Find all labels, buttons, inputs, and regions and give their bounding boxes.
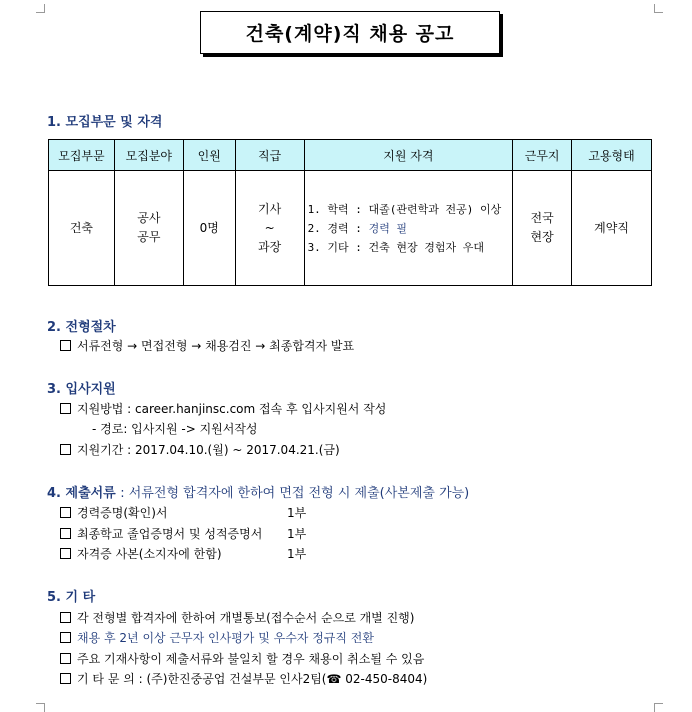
cell-employment: 계약직 bbox=[572, 171, 652, 286]
list-item-text: 기 타 문 의 : (주)한진중공업 건설부문 인사2팀(☎ 02-450-8404) bbox=[77, 672, 428, 686]
document-name: 최종학교 졸업증명서 및 성적증명서 bbox=[77, 527, 263, 541]
documents-subheading: : 서류전형 합격자에 한하여 면접 전형 시 제출(사본제출 가능) bbox=[120, 486, 470, 501]
page-title: 건축(계약)직 채용 공고 bbox=[200, 11, 500, 54]
checkbox-bullet-icon bbox=[60, 548, 71, 559]
table-header-cell: 지원 자격 bbox=[304, 140, 513, 171]
document-name: 경력증명(확인)서 bbox=[77, 506, 168, 520]
list-item-text: 서류전형 → 면접전형 → 채용검진 → 최종합격자 발표 bbox=[77, 339, 355, 353]
checkbox-bullet-icon bbox=[60, 403, 71, 414]
list-item bbox=[60, 670, 427, 687]
list-item-text: 주요 기재사항이 제출서류와 불일치 할 경우 채용이 취소될 수 있음 bbox=[77, 652, 425, 666]
list-item bbox=[60, 609, 414, 626]
checkbox-bullet-icon bbox=[60, 528, 71, 539]
document-qty: 1부 bbox=[287, 506, 307, 520]
list-item bbox=[60, 650, 424, 667]
field-line: 공무 bbox=[137, 230, 161, 244]
documents-heading: 4. 제출서류 bbox=[47, 486, 116, 501]
document-name: 자격증 사본(소지자에 한함) bbox=[77, 547, 222, 561]
qualification-line: 3. 기타 : 건축 현장 경험자 우대 bbox=[307, 240, 485, 254]
table-header-cell: 인원 bbox=[183, 140, 235, 171]
table-header-cell: 모집분야 bbox=[114, 140, 183, 171]
recruitment-table bbox=[48, 139, 652, 286]
checkbox-bullet-icon bbox=[60, 340, 71, 351]
field-line: 공사 bbox=[137, 211, 161, 225]
qualification-line bbox=[308, 219, 513, 238]
location-line: 전국 bbox=[530, 211, 554, 225]
list-item bbox=[60, 400, 386, 417]
section-heading-apply: 3. 입사지원 bbox=[47, 382, 116, 397]
cell-count: 0명 bbox=[183, 171, 235, 286]
table-header-cell: 모집부문 bbox=[49, 140, 115, 171]
list-item bbox=[60, 441, 340, 458]
page-corner-mark bbox=[654, 4, 663, 13]
section-heading-other: 5. 기 타 bbox=[47, 590, 96, 605]
list-item-text: 각 전형별 합격자에 한하여 개별통보(접수순서 순으로 개별 진행) bbox=[77, 611, 415, 625]
rank-line: 기사 bbox=[258, 201, 282, 216]
document-qty: 1부 bbox=[287, 547, 307, 561]
qualification-value: 경력 필 bbox=[368, 221, 408, 235]
table-header-row bbox=[49, 140, 652, 171]
list-item-text: 지원방법 : career.hanjinsc.com 접속 후 입사지원서 작성 bbox=[77, 402, 387, 416]
rank-line: ~ bbox=[264, 220, 275, 235]
apply-path: - 경로: 입사지원 -> 지원서작성 bbox=[92, 422, 258, 436]
list-item-text: 지원기간 : 2017.04.10.(월) ~ 2017.04.21.(금) bbox=[77, 443, 340, 457]
rank-line: 과장 bbox=[258, 239, 282, 254]
section-heading-process: 2. 전형절차 bbox=[47, 320, 116, 335]
cell-dept: 건축 bbox=[49, 171, 115, 286]
page-corner-mark bbox=[36, 4, 45, 13]
checkbox-bullet-icon bbox=[60, 444, 71, 455]
table-header-cell: 근무지 bbox=[513, 140, 572, 171]
checkbox-bullet-icon bbox=[60, 507, 71, 518]
checkbox-bullet-icon bbox=[60, 612, 71, 623]
checkbox-bullet-icon bbox=[60, 673, 71, 684]
list-item bbox=[60, 545, 222, 562]
page-corner-mark bbox=[36, 703, 45, 712]
cell-rank bbox=[235, 171, 304, 286]
qualification-line: 1. 학력 : 대졸(관련학과 전공) 이상 bbox=[307, 202, 502, 216]
cell-qualifications bbox=[304, 171, 513, 286]
list-item bbox=[60, 337, 354, 354]
page-corner-mark bbox=[654, 703, 663, 712]
list-item-text: 채용 후 2년 이상 근무자 인사평가 및 우수자 정규직 전환 bbox=[77, 631, 374, 645]
section-heading-recruitment: 1. 모집부문 및 자격 bbox=[47, 115, 163, 130]
checkbox-bullet-icon bbox=[60, 632, 71, 643]
document-qty: 1부 bbox=[287, 527, 307, 541]
table-row bbox=[49, 171, 652, 286]
cell-field bbox=[114, 171, 183, 286]
table-header-cell: 고용형태 bbox=[572, 140, 652, 171]
location-line: 현장 bbox=[530, 230, 554, 244]
list-item bbox=[60, 525, 262, 542]
qualification-label: 2. 경력 : bbox=[307, 221, 369, 235]
list-item bbox=[60, 504, 168, 521]
section-heading-documents bbox=[47, 482, 469, 501]
list-item bbox=[60, 629, 374, 646]
cell-location bbox=[513, 171, 572, 286]
checkbox-bullet-icon bbox=[60, 653, 71, 664]
table-header-cell: 직급 bbox=[235, 140, 304, 171]
